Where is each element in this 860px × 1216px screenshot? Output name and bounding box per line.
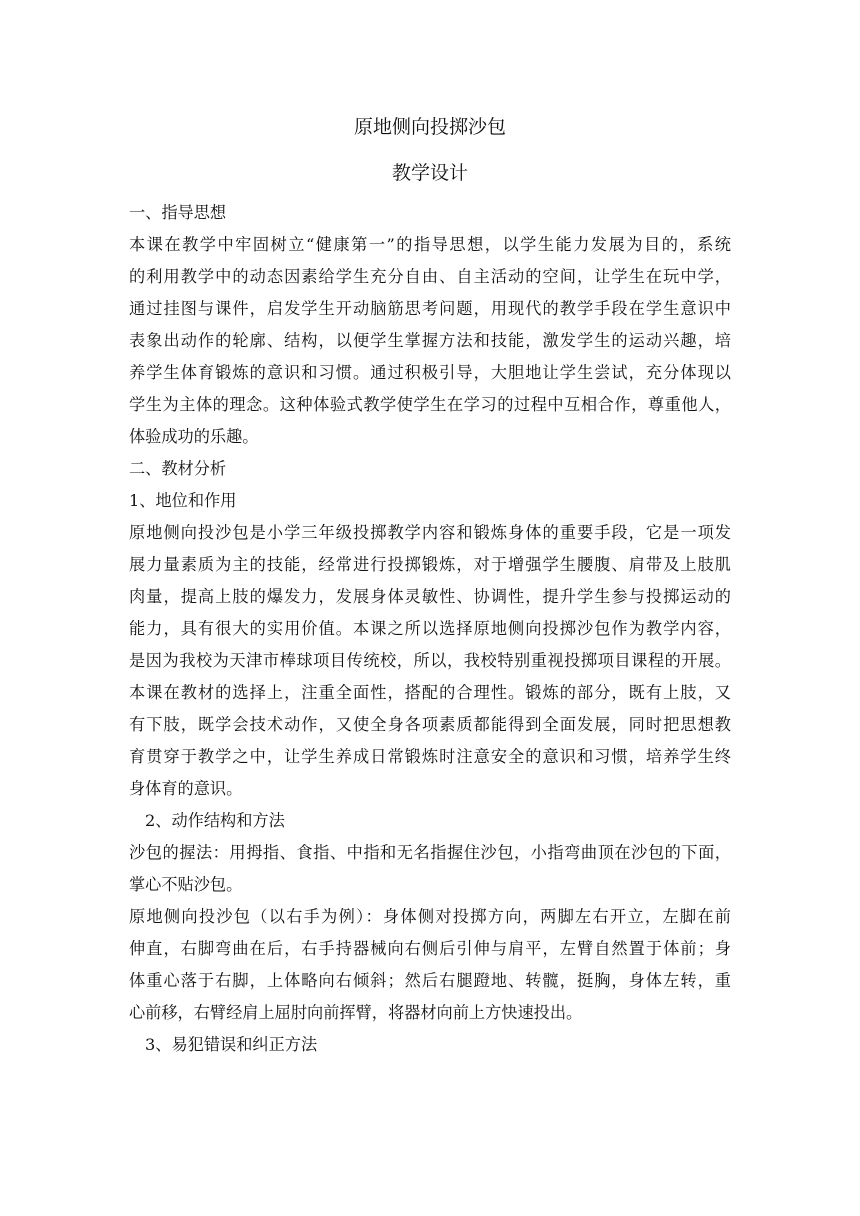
paragraph-line: 心前移，右臂经肩上屈肘向前挥臂，将器材向前上方快速投出。 bbox=[129, 1003, 583, 1022]
paragraph-line: 本课在教材的选择上，注重全面性，搭配的合理性。锻炼的部分，既有上肢，又 bbox=[129, 683, 731, 702]
section-heading-material-analysis: 二、教材分析 bbox=[129, 459, 227, 478]
paragraph-line: 体验成功的乐趣。 bbox=[129, 427, 259, 446]
paragraph-line: 掌心不贴沙包。 bbox=[129, 875, 243, 894]
paragraph-line: 原地侧向投沙包是小学三年级投掷教学内容和锻炼身体的重要手段，它是一项发 bbox=[129, 523, 731, 542]
paragraph-line: 通过挂图与课件，启发学生开动脑筋思考问题，用现代的教学手段在学生意识中 bbox=[129, 299, 731, 318]
subsection-heading-common-errors: 3、易犯错误和纠正方法 bbox=[145, 1035, 318, 1054]
paragraph-line: 养学生体育锻炼的意识和习惯。通过积极引导，大胆地让学生尝试，充分体现以 bbox=[129, 363, 731, 382]
paragraph-line: 体重心落于右脚，上体略向右倾斜；然后右腿蹬地、转髋，挺胸，身体左转，重 bbox=[129, 971, 731, 990]
paragraph-throw-method bbox=[129, 901, 731, 1029]
paragraph-line: 的利用教学中的动态因素给学生充分自由、自主活动的空间，让学生在玩中学， bbox=[129, 267, 731, 286]
subsection-heading-action-structure: 2、动作结构和方法 bbox=[145, 811, 285, 830]
paragraph-line: 本课在教学中牢固树立“健康第一”的指导思想，以学生能力发展为目的，系统 bbox=[129, 235, 731, 254]
paragraph-line: 身体育的意识。 bbox=[129, 779, 243, 798]
paragraph-line: 学生为主体的理念。这种体验式教学使学生在学习的过程中互相合作，尊重他人， bbox=[129, 395, 731, 414]
subsection-heading-position-role: 1、地位和作用 bbox=[129, 491, 237, 510]
paragraph-grip-method bbox=[129, 837, 731, 901]
paragraph-line: 肉量，提高上肢的爆发力，发展身体灵敏性、协调性，提升学生参与投掷运动的 bbox=[129, 587, 731, 606]
paragraph-line: 有下肢，既学会技术动作，又使全身各项素质都能得到全面发展，同时把思想教 bbox=[129, 715, 731, 734]
document-body bbox=[129, 110, 731, 1061]
section-heading-guiding-thought: 一、指导思想 bbox=[129, 203, 227, 222]
paragraph-line: 是因为我校为天津市棒球项目传统校，所以，我校特别重视投掷项目课程的开展。 bbox=[129, 651, 731, 670]
document-title: 原地侧向投掷沙包 bbox=[353, 116, 506, 138]
paragraph-line: 表象出动作的轮廓、结构，以便学生掌握方法和技能，激发学生的运动兴趣，培 bbox=[129, 331, 731, 350]
paragraph-position-role bbox=[129, 517, 731, 805]
paragraph-line: 伸直，右脚弯曲在后，右手持器械向右侧后引伸与肩平，左臂自然置于体前；身 bbox=[129, 939, 731, 958]
paragraph-line: 沙包的握法：用拇指、食指、中指和无名指握住沙包，小指弯曲顶在沙包的下面， bbox=[129, 843, 731, 862]
paragraph-line: 育贯穿于教学之中，让学生养成日常锻炼时注意安全的意识和习惯，培养学生终 bbox=[129, 747, 731, 766]
paragraph-line: 展力量素质为主的技能，经常进行投掷锻炼，对于增强学生腰腹、肩带及上肢肌 bbox=[129, 555, 731, 574]
paragraph-guiding-thought bbox=[129, 229, 731, 453]
document-subtitle: 教学设计 bbox=[391, 162, 468, 184]
paragraph-line: 能力，具有很大的实用价值。本课之所以选择原地侧向投掷沙包作为教学内容， bbox=[129, 619, 731, 638]
paragraph-line: 原地侧向投沙包（以右手为例）：身体侧对投掷方向，两脚左右开立，左脚在前 bbox=[129, 907, 731, 926]
